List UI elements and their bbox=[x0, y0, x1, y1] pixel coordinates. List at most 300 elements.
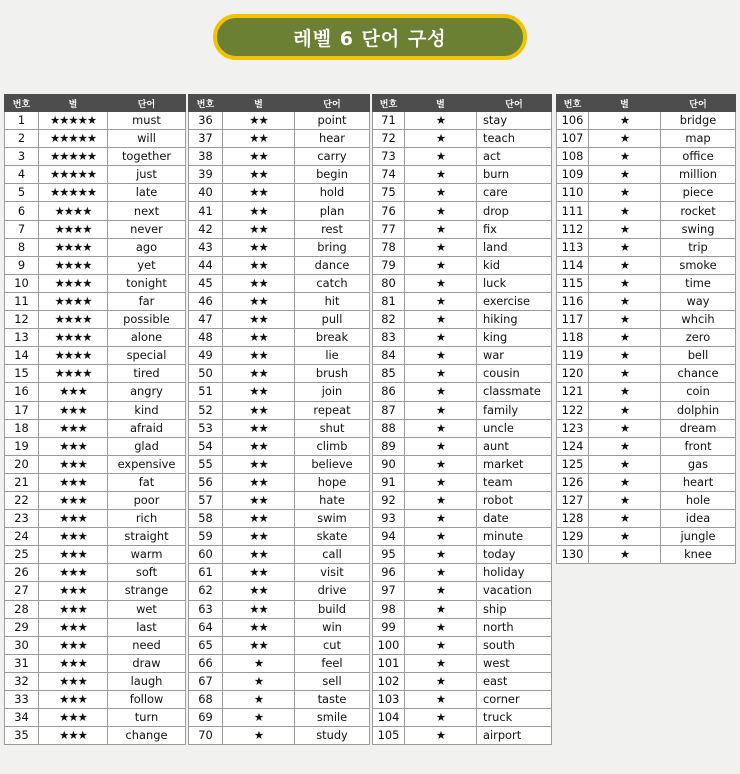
word-text: build bbox=[295, 600, 370, 618]
word-number: 58 bbox=[189, 510, 223, 528]
word-number: 61 bbox=[189, 564, 223, 582]
star-rating: ★ bbox=[223, 727, 295, 745]
word-number: 2 bbox=[5, 130, 39, 148]
word-text: knee bbox=[661, 546, 736, 564]
table-row bbox=[557, 528, 736, 546]
star-rating: ★ bbox=[405, 184, 477, 202]
table-row bbox=[189, 473, 370, 491]
word-text: visit bbox=[295, 564, 370, 582]
star-rating: ★★★★★ bbox=[39, 112, 108, 130]
word-number: 39 bbox=[189, 166, 223, 184]
table-row bbox=[5, 691, 186, 709]
word-text: swim bbox=[295, 510, 370, 528]
word-text: study bbox=[295, 727, 370, 745]
word-number: 67 bbox=[189, 672, 223, 690]
word-text: hear bbox=[295, 130, 370, 148]
table-row bbox=[189, 112, 370, 130]
word-text: holiday bbox=[477, 564, 552, 582]
word-number: 84 bbox=[373, 347, 405, 365]
word-text: tonight bbox=[108, 274, 186, 292]
word-number: 24 bbox=[5, 528, 39, 546]
word-text: call bbox=[295, 546, 370, 564]
word-number: 117 bbox=[557, 311, 589, 329]
star-rating: ★★ bbox=[223, 618, 295, 636]
star-rating: ★★★ bbox=[39, 600, 108, 618]
star-rating: ★★ bbox=[223, 600, 295, 618]
word-number: 75 bbox=[373, 184, 405, 202]
star-rating: ★★★ bbox=[39, 546, 108, 564]
word-number: 41 bbox=[189, 202, 223, 220]
star-rating: ★ bbox=[589, 112, 661, 130]
word-number: 26 bbox=[5, 564, 39, 582]
word-number: 16 bbox=[5, 383, 39, 401]
word-number: 5 bbox=[5, 184, 39, 202]
table-row bbox=[5, 419, 186, 437]
star-rating: ★ bbox=[589, 347, 661, 365]
star-rating: ★ bbox=[589, 510, 661, 528]
word-text: family bbox=[477, 401, 552, 419]
star-rating: ★★★ bbox=[39, 727, 108, 745]
word-number: 111 bbox=[557, 202, 589, 220]
word-number: 37 bbox=[189, 130, 223, 148]
word-number: 118 bbox=[557, 329, 589, 347]
word-text: glad bbox=[108, 437, 186, 455]
star-rating: ★★ bbox=[223, 329, 295, 347]
header-num: 번호 bbox=[5, 95, 39, 112]
star-rating: ★ bbox=[589, 220, 661, 238]
table-row bbox=[189, 274, 370, 292]
header-star: 별 bbox=[589, 95, 661, 112]
word-number: 128 bbox=[557, 510, 589, 528]
table-row bbox=[5, 672, 186, 690]
table-row bbox=[373, 618, 552, 636]
table-row bbox=[5, 220, 186, 238]
star-rating: ★★★ bbox=[39, 383, 108, 401]
word-text: act bbox=[477, 148, 552, 166]
word-number: 78 bbox=[373, 238, 405, 256]
star-rating: ★★★★ bbox=[39, 329, 108, 347]
table-row bbox=[557, 455, 736, 473]
star-rating: ★★ bbox=[223, 564, 295, 582]
word-number: 66 bbox=[189, 654, 223, 672]
star-rating: ★ bbox=[405, 473, 477, 491]
word-text: hit bbox=[295, 292, 370, 310]
word-number: 17 bbox=[5, 401, 39, 419]
star-rating: ★ bbox=[223, 709, 295, 727]
star-rating: ★★★ bbox=[39, 437, 108, 455]
word-number: 8 bbox=[5, 238, 39, 256]
word-text: soft bbox=[108, 564, 186, 582]
table-row bbox=[189, 709, 370, 727]
word-text: smoke bbox=[661, 256, 736, 274]
table-row bbox=[373, 112, 552, 130]
table-row bbox=[557, 292, 736, 310]
word-text: point bbox=[295, 112, 370, 130]
word-text: change bbox=[108, 727, 186, 745]
word-text: hold bbox=[295, 184, 370, 202]
table-row bbox=[373, 672, 552, 690]
star-rating: ★ bbox=[589, 184, 661, 202]
star-rating: ★★★ bbox=[39, 618, 108, 636]
star-rating: ★★★ bbox=[39, 709, 108, 727]
word-text: begin bbox=[295, 166, 370, 184]
word-number: 81 bbox=[373, 292, 405, 310]
word-text: luck bbox=[477, 274, 552, 292]
word-number: 96 bbox=[373, 564, 405, 582]
word-text: plan bbox=[295, 202, 370, 220]
word-text: never bbox=[108, 220, 186, 238]
word-text: expensive bbox=[108, 455, 186, 473]
word-number: 95 bbox=[373, 546, 405, 564]
word-number: 72 bbox=[373, 130, 405, 148]
table-row bbox=[189, 365, 370, 383]
table-row bbox=[373, 365, 552, 383]
table-row bbox=[373, 256, 552, 274]
star-rating: ★ bbox=[589, 383, 661, 401]
star-rating: ★ bbox=[405, 528, 477, 546]
word-text: ship bbox=[477, 600, 552, 618]
table-row bbox=[5, 491, 186, 509]
word-table-1 bbox=[4, 94, 186, 745]
star-rating: ★★ bbox=[223, 437, 295, 455]
word-text: angry bbox=[108, 383, 186, 401]
word-text: kid bbox=[477, 256, 552, 274]
table-row bbox=[373, 600, 552, 618]
star-rating: ★ bbox=[405, 347, 477, 365]
word-text: ago bbox=[108, 238, 186, 256]
word-text: bell bbox=[661, 347, 736, 365]
word-number: 68 bbox=[189, 691, 223, 709]
star-rating: ★★★★ bbox=[39, 365, 108, 383]
table-row bbox=[189, 220, 370, 238]
star-rating: ★★★ bbox=[39, 582, 108, 600]
word-number: 10 bbox=[5, 274, 39, 292]
table-row bbox=[5, 473, 186, 491]
word-text: last bbox=[108, 618, 186, 636]
table-row bbox=[373, 202, 552, 220]
page-title-text: 레벨 6 단어 구성 bbox=[293, 27, 447, 50]
word-text: wet bbox=[108, 600, 186, 618]
word-text: afraid bbox=[108, 419, 186, 437]
word-text: hope bbox=[295, 473, 370, 491]
word-text: lie bbox=[295, 347, 370, 365]
word-text: possible bbox=[108, 311, 186, 329]
word-text: drop bbox=[477, 202, 552, 220]
star-rating: ★★★★ bbox=[39, 220, 108, 238]
star-rating: ★ bbox=[405, 546, 477, 564]
word-number: 92 bbox=[373, 491, 405, 509]
table-row bbox=[189, 401, 370, 419]
table-row bbox=[189, 130, 370, 148]
table-row bbox=[5, 130, 186, 148]
word-number: 64 bbox=[189, 618, 223, 636]
star-rating: ★ bbox=[589, 274, 661, 292]
star-rating: ★ bbox=[223, 691, 295, 709]
word-text: east bbox=[477, 672, 552, 690]
word-number: 114 bbox=[557, 256, 589, 274]
star-rating: ★★ bbox=[223, 419, 295, 437]
word-number: 83 bbox=[373, 329, 405, 347]
star-rating: ★★ bbox=[223, 455, 295, 473]
word-text: market bbox=[477, 455, 552, 473]
word-text: south bbox=[477, 636, 552, 654]
word-text: trip bbox=[661, 238, 736, 256]
word-text: feel bbox=[295, 654, 370, 672]
star-rating: ★ bbox=[405, 709, 477, 727]
table-row bbox=[557, 437, 736, 455]
star-rating: ★★★ bbox=[39, 401, 108, 419]
table-header-row bbox=[557, 95, 736, 112]
word-text: shut bbox=[295, 419, 370, 437]
table-row bbox=[5, 383, 186, 401]
star-rating: ★ bbox=[589, 329, 661, 347]
table-row bbox=[557, 238, 736, 256]
word-text: kind bbox=[108, 401, 186, 419]
word-number: 80 bbox=[373, 274, 405, 292]
word-number: 35 bbox=[5, 727, 39, 745]
word-number: 63 bbox=[189, 600, 223, 618]
word-number: 30 bbox=[5, 636, 39, 654]
word-number: 42 bbox=[189, 220, 223, 238]
word-text: warm bbox=[108, 546, 186, 564]
word-text: laugh bbox=[108, 672, 186, 690]
word-table-2 bbox=[188, 94, 370, 745]
word-number: 74 bbox=[373, 166, 405, 184]
table-row bbox=[373, 383, 552, 401]
star-rating: ★ bbox=[405, 220, 477, 238]
star-rating: ★★ bbox=[223, 401, 295, 419]
star-rating: ★ bbox=[589, 473, 661, 491]
word-number: 110 bbox=[557, 184, 589, 202]
table-row bbox=[189, 455, 370, 473]
table-header-row bbox=[189, 95, 370, 112]
star-rating: ★ bbox=[405, 274, 477, 292]
table-row bbox=[373, 691, 552, 709]
star-rating: ★★ bbox=[223, 546, 295, 564]
table-row bbox=[5, 510, 186, 528]
table-row bbox=[5, 274, 186, 292]
word-number: 89 bbox=[373, 437, 405, 455]
header-num: 번호 bbox=[373, 95, 405, 112]
word-number: 123 bbox=[557, 419, 589, 437]
table-row bbox=[5, 600, 186, 618]
word-text: cousin bbox=[477, 365, 552, 383]
word-number: 7 bbox=[5, 220, 39, 238]
word-number: 88 bbox=[373, 419, 405, 437]
star-rating: ★★★ bbox=[39, 636, 108, 654]
star-rating: ★ bbox=[405, 238, 477, 256]
table-row bbox=[5, 654, 186, 672]
table-row bbox=[189, 419, 370, 437]
star-rating: ★★★★ bbox=[39, 256, 108, 274]
star-rating: ★★ bbox=[223, 347, 295, 365]
star-rating: ★★★★ bbox=[39, 238, 108, 256]
table-row bbox=[189, 347, 370, 365]
word-number: 44 bbox=[189, 256, 223, 274]
star-rating: ★★★ bbox=[39, 510, 108, 528]
table-row bbox=[557, 473, 736, 491]
word-number: 22 bbox=[5, 491, 39, 509]
word-number: 20 bbox=[5, 455, 39, 473]
word-number: 19 bbox=[5, 437, 39, 455]
star-rating: ★ bbox=[223, 654, 295, 672]
table-row bbox=[189, 329, 370, 347]
word-text: alone bbox=[108, 329, 186, 347]
word-number: 86 bbox=[373, 383, 405, 401]
word-number: 127 bbox=[557, 491, 589, 509]
page-title bbox=[213, 14, 527, 60]
word-text: cut bbox=[295, 636, 370, 654]
star-rating: ★★★ bbox=[39, 564, 108, 582]
word-text: team bbox=[477, 473, 552, 491]
table-row bbox=[557, 184, 736, 202]
word-text: burn bbox=[477, 166, 552, 184]
word-number: 14 bbox=[5, 347, 39, 365]
word-text: dance bbox=[295, 256, 370, 274]
word-number: 59 bbox=[189, 528, 223, 546]
word-number: 90 bbox=[373, 455, 405, 473]
word-number: 57 bbox=[189, 491, 223, 509]
word-number: 130 bbox=[557, 546, 589, 564]
table-row bbox=[373, 148, 552, 166]
star-rating: ★★ bbox=[223, 130, 295, 148]
table-row bbox=[373, 654, 552, 672]
word-number: 34 bbox=[5, 709, 39, 727]
word-text: strange bbox=[108, 582, 186, 600]
table-row bbox=[5, 709, 186, 727]
table-row bbox=[373, 220, 552, 238]
word-number: 106 bbox=[557, 112, 589, 130]
word-number: 100 bbox=[373, 636, 405, 654]
word-number: 126 bbox=[557, 473, 589, 491]
word-number: 31 bbox=[5, 654, 39, 672]
table-row bbox=[5, 184, 186, 202]
word-text: gas bbox=[661, 455, 736, 473]
word-number: 60 bbox=[189, 546, 223, 564]
word-number: 121 bbox=[557, 383, 589, 401]
table-row bbox=[373, 401, 552, 419]
table-row bbox=[189, 600, 370, 618]
table-row bbox=[557, 256, 736, 274]
header-word: 단어 bbox=[108, 95, 186, 112]
word-text: vacation bbox=[477, 582, 552, 600]
header-word: 단어 bbox=[295, 95, 370, 112]
star-rating: ★ bbox=[589, 401, 661, 419]
word-text: war bbox=[477, 347, 552, 365]
table-row bbox=[373, 473, 552, 491]
word-text: truck bbox=[477, 709, 552, 727]
table-row bbox=[5, 401, 186, 419]
table-row bbox=[189, 618, 370, 636]
word-number: 87 bbox=[373, 401, 405, 419]
star-rating: ★ bbox=[589, 546, 661, 564]
word-number: 77 bbox=[373, 220, 405, 238]
table-row bbox=[557, 274, 736, 292]
word-text: draw bbox=[108, 654, 186, 672]
word-number: 116 bbox=[557, 292, 589, 310]
table-row bbox=[189, 510, 370, 528]
word-number: 98 bbox=[373, 600, 405, 618]
star-rating: ★ bbox=[405, 166, 477, 184]
star-rating: ★ bbox=[405, 618, 477, 636]
word-text: pull bbox=[295, 311, 370, 329]
star-rating: ★ bbox=[589, 238, 661, 256]
word-text: dream bbox=[661, 419, 736, 437]
table-row bbox=[373, 238, 552, 256]
word-text: airport bbox=[477, 727, 552, 745]
word-number: 43 bbox=[189, 238, 223, 256]
word-number: 70 bbox=[189, 727, 223, 745]
star-rating: ★★★★ bbox=[39, 202, 108, 220]
word-text: zero bbox=[661, 329, 736, 347]
table-row bbox=[5, 329, 186, 347]
word-text: coin bbox=[661, 383, 736, 401]
word-text: rich bbox=[108, 510, 186, 528]
word-number: 18 bbox=[5, 419, 39, 437]
table-row bbox=[189, 727, 370, 745]
table-row bbox=[189, 311, 370, 329]
table-row bbox=[557, 311, 736, 329]
word-number: 125 bbox=[557, 455, 589, 473]
word-text: office bbox=[661, 148, 736, 166]
table-row bbox=[5, 365, 186, 383]
table-row bbox=[189, 238, 370, 256]
star-rating: ★ bbox=[589, 491, 661, 509]
word-text: king bbox=[477, 329, 552, 347]
word-text: brush bbox=[295, 365, 370, 383]
word-text: hiking bbox=[477, 311, 552, 329]
star-rating: ★ bbox=[589, 256, 661, 274]
star-rating: ★ bbox=[405, 383, 477, 401]
word-number: 25 bbox=[5, 546, 39, 564]
word-text: hole bbox=[661, 491, 736, 509]
star-rating: ★★ bbox=[223, 112, 295, 130]
word-text: smile bbox=[295, 709, 370, 727]
table-row bbox=[373, 727, 552, 745]
word-text: minute bbox=[477, 528, 552, 546]
star-rating: ★ bbox=[405, 292, 477, 310]
word-table-3 bbox=[372, 94, 552, 745]
word-number: 71 bbox=[373, 112, 405, 130]
header-star: 별 bbox=[223, 95, 295, 112]
word-number: 49 bbox=[189, 347, 223, 365]
word-text: teach bbox=[477, 130, 552, 148]
table-row bbox=[557, 130, 736, 148]
table-row bbox=[189, 148, 370, 166]
word-text: robot bbox=[477, 491, 552, 509]
word-number: 46 bbox=[189, 292, 223, 310]
word-text: fix bbox=[477, 220, 552, 238]
word-number: 45 bbox=[189, 274, 223, 292]
word-number: 124 bbox=[557, 437, 589, 455]
star-rating: ★★ bbox=[223, 383, 295, 401]
word-number: 122 bbox=[557, 401, 589, 419]
star-rating: ★ bbox=[223, 672, 295, 690]
word-text: follow bbox=[108, 691, 186, 709]
word-number: 105 bbox=[373, 727, 405, 745]
table-row bbox=[5, 636, 186, 654]
star-rating: ★ bbox=[405, 148, 477, 166]
star-rating: ★ bbox=[405, 419, 477, 437]
table-row bbox=[189, 202, 370, 220]
star-rating: ★★ bbox=[223, 274, 295, 292]
word-number: 115 bbox=[557, 274, 589, 292]
table-row bbox=[373, 546, 552, 564]
table-row bbox=[5, 455, 186, 473]
word-number: 52 bbox=[189, 401, 223, 419]
word-text: chance bbox=[661, 365, 736, 383]
table-row bbox=[373, 347, 552, 365]
